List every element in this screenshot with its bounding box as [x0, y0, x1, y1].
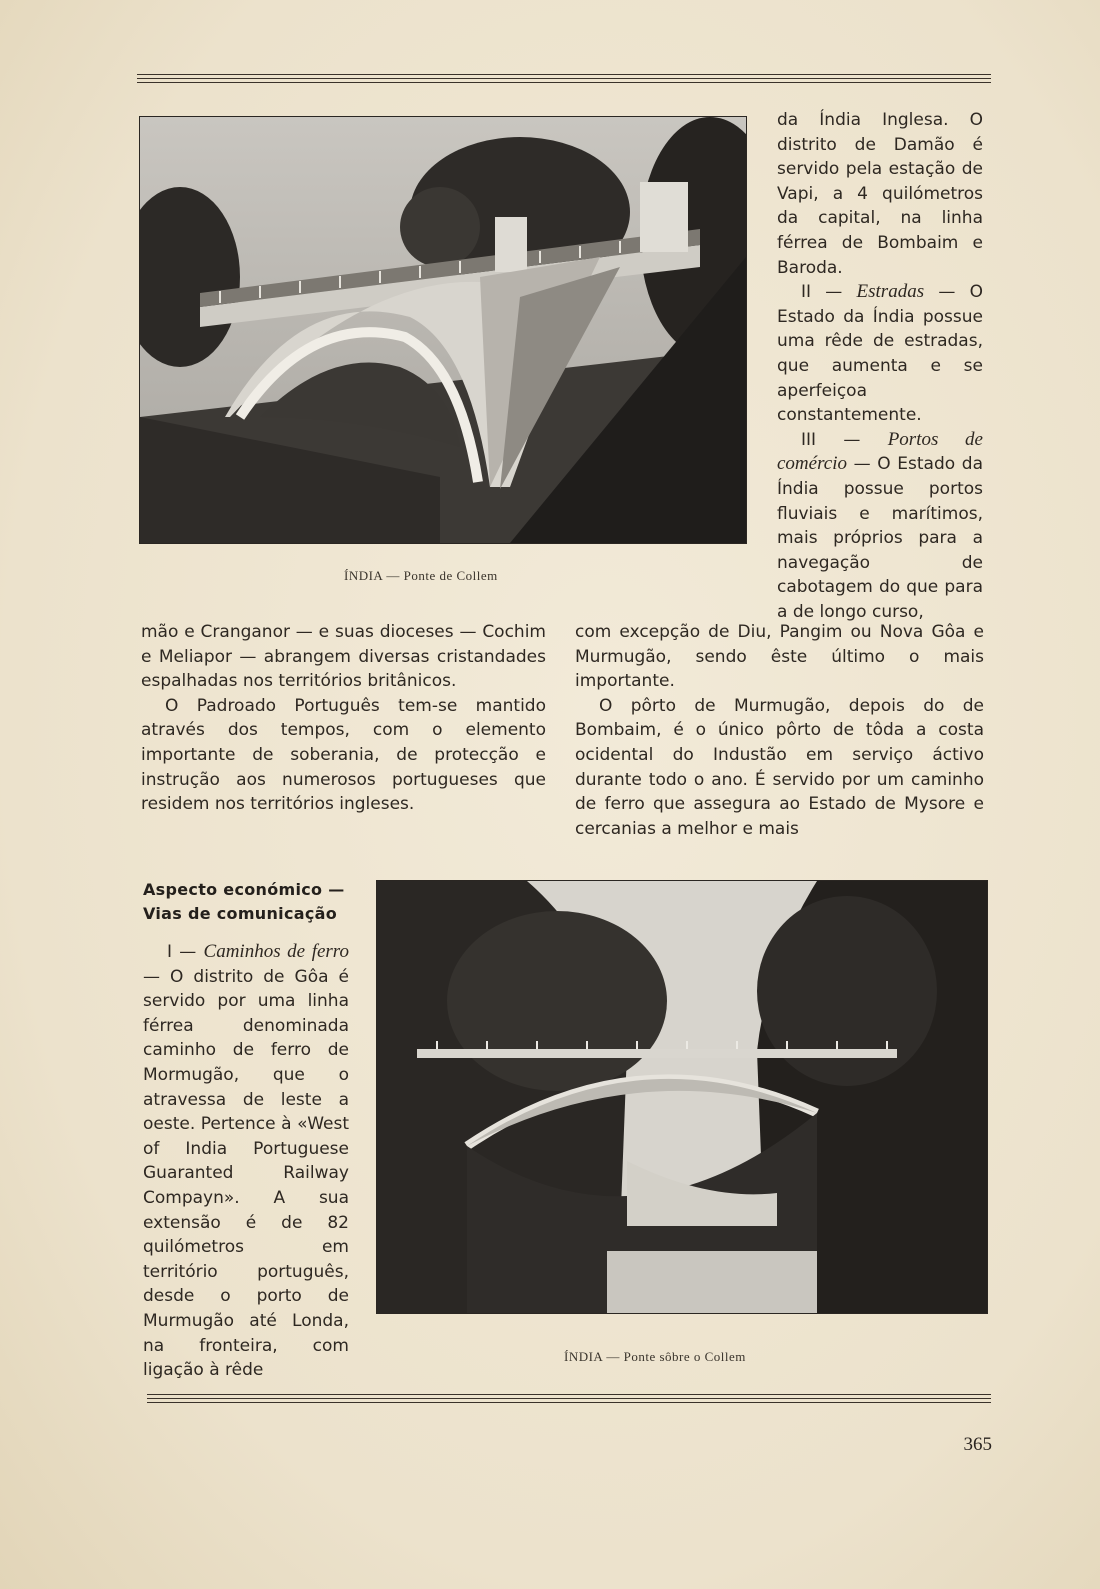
paragraph-estradas: II — Estradas — O Estado da Índia possue uma rêde de estradas, que aumenta e se aperfeiçoa constantemente. — [777, 281, 983, 426]
paragraph: da Índia Inglesa. O distrito de Damão é servido pela estação de Vapi, a 4 quilómetros da capital, na linha férrea de Bombaim e Baroda. — [777, 110, 983, 278]
top-rule — [137, 74, 991, 86]
photo-ponte-sobre-o-collem — [376, 880, 988, 1314]
photo-caption: ÍNDIA — Ponte de Collem — [344, 568, 498, 583]
left-column-middle — [141, 620, 546, 817]
section-heading: Aspecto económico — Vias de comunicação — [143, 880, 345, 923]
photo-ponte-de-collem — [139, 116, 747, 544]
page-number: 365 — [963, 1434, 992, 1455]
paragraph-portos: III — Portos de comércio — O Estado da Índia possue portos fluviais e marítimos, mais próprios para a navegação de cabotagem do que para a de longo curso, — [777, 428, 983, 622]
paragraph: O pôrto de Murmugão, depois do de Bombaim, é o único pôrto de tôda a costa ocidental do Industão em serviço áctivo durante todo o ano. É servido por um caminho de ferro que assegura ao Estado de Mysore e cercanias a melhor e mais — [575, 695, 984, 839]
bottom-rule — [147, 1394, 991, 1406]
right-column-top — [777, 108, 983, 624]
left-column-bottom — [143, 940, 349, 1383]
paragraph: O Padroado Português tem-se mantido através dos tempos, com o elemento importante de soberania, de protecção e instrução aos numerosos portugueses que residem nos territórios ingleses. — [141, 695, 546, 815]
photo-caption: ÍNDIA — Ponte sôbre o Collem — [564, 1349, 746, 1364]
paragraph-caminhos: I — Caminhos de ferro — O distrito de Gôa é servido por uma linha férrea denominada caminho de ferro de Mormugão, que o atravessa de leste a oeste. Pertence à «West of India Portuguese Guaranted Railway Compayn». A sua extensão é de 82 quilómetros em território português, desde o porto de Murmugão até Londa, na fronteira, com ligação à rêde — [143, 941, 349, 1381]
right-column-middle — [575, 620, 984, 841]
paragraph: mão e Cranganor — e suas dioceses — Cochim e Meliapor — abrangem diversas cristandades espalhadas nos territórios britânicos. — [141, 622, 546, 692]
paragraph: com excepção de Diu, Pangim ou Nova Gôa e Murmugão, sendo êste último o mais importante. — [575, 622, 984, 692]
